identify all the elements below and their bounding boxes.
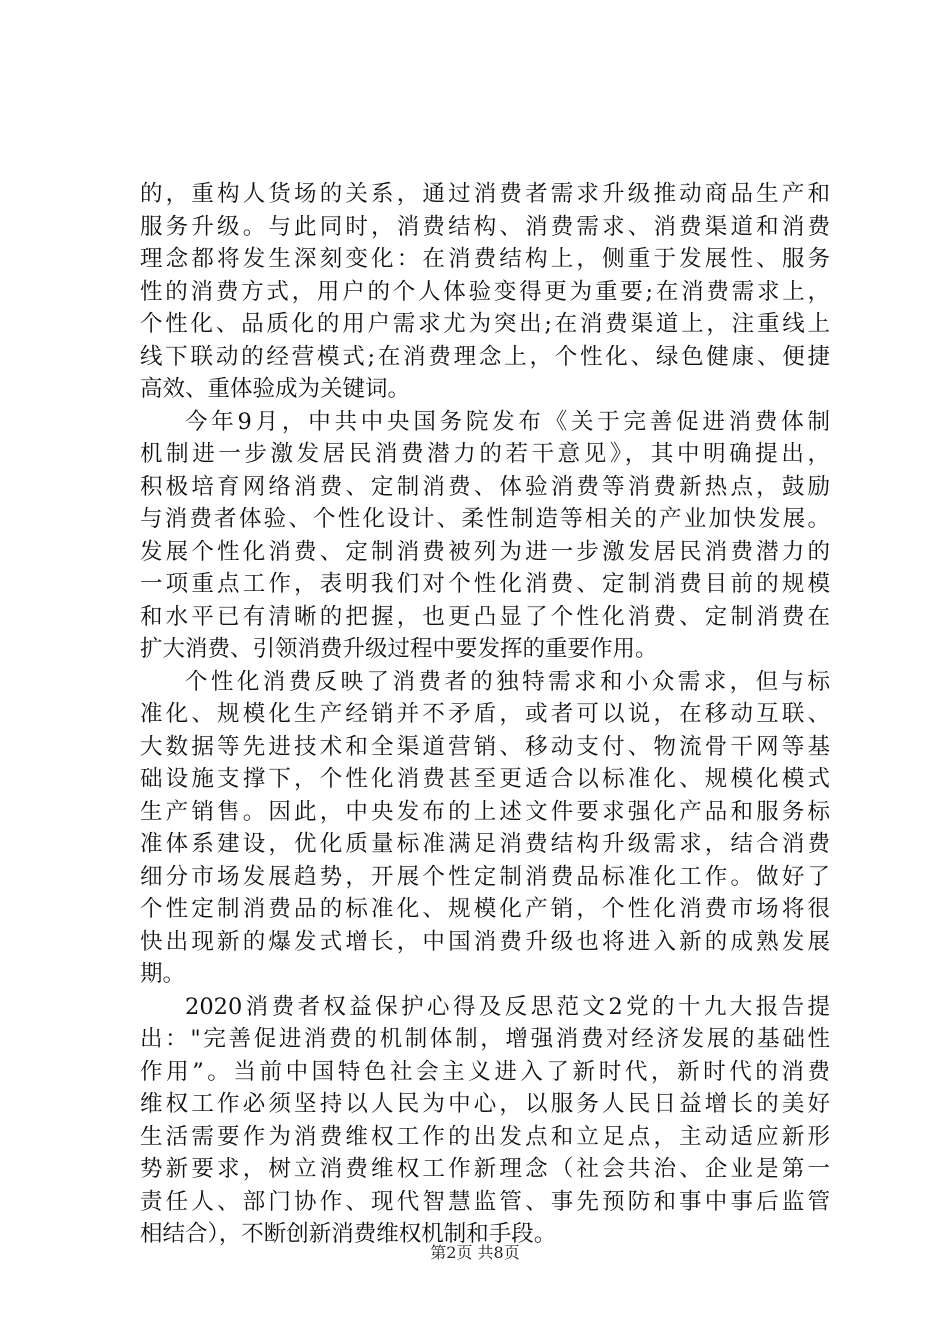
page-footer: 第2页 共8页 bbox=[430, 1243, 520, 1262]
paragraph bbox=[140, 178, 830, 406]
text-line: 期。 bbox=[140, 961, 186, 987]
text-line: 线下联动的经营模式;在消费理念上，个性化、绿色健康、便捷 bbox=[140, 343, 830, 370]
text-line: 与消费者体验、个性化设计、柔性制造等相关的产业加快发展。 bbox=[140, 506, 830, 532]
text-line: 势新要求，树立消费维权工作新理念（社会共治、企业是第一 bbox=[140, 1156, 830, 1182]
text-line: 责任人、部门协作、现代智慧监管、事先预防和事中事后监管 bbox=[140, 1188, 830, 1215]
text-line: 准化、规模化生产经销并不矛盾，或者可以说，在移动互联、 bbox=[140, 701, 830, 727]
text-line: 作用”。当前中国特色社会主义进入了新时代，新时代的消费 bbox=[140, 1058, 830, 1085]
text-line: 快出现新的爆发式增长，中国消费升级也将进入新的成熟发展 bbox=[140, 928, 830, 955]
text-line: 高效、重体验成为关键词。 bbox=[140, 376, 411, 402]
text-line: 维权工作必须坚持以人民为中心，以服务人民日益增长的美好 bbox=[140, 1091, 830, 1117]
body-text bbox=[140, 178, 830, 1251]
text-line: 础设施支撑下，个性化消费甚至更适合以标准化、规模化模式 bbox=[140, 766, 830, 792]
paragraph bbox=[140, 406, 830, 666]
text-line: 积极培育网络消费、定制消费、体验消费等消费新热点，鼓励 bbox=[140, 473, 830, 500]
text-line: 服务升级。与此同时，消费结构、消费需求、消费渠道和消费 bbox=[140, 213, 830, 240]
text-line: 一项重点工作，表明我们对个性化消费、定制消费目前的规模 bbox=[140, 571, 830, 597]
text-line: 个性定制消费品的标准化、规模化产销，个性化消费市场将很 bbox=[140, 896, 830, 922]
text-line: 机制进一步激发居民消费潜力的若干意见》，其中明确提出， bbox=[140, 441, 830, 467]
text-line: 个性化、品质化的用户需求尤为突出;在消费渠道上，注重线上 bbox=[140, 311, 830, 337]
text-line: 准体系建设，优化质量标准满足消费结构升级需求，结合消费 bbox=[140, 831, 830, 857]
text-line: 和水平已有清晰的把握，也更凸显了个性化消费、定制消费在 bbox=[140, 603, 830, 630]
text-line: 细分市场发展趋势，开展个性定制消费品标准化工作。做好了 bbox=[140, 863, 830, 890]
paragraph bbox=[140, 991, 830, 1251]
paragraph bbox=[140, 666, 830, 991]
text-line: 今年9月，中共中央国务院发布《关于完善促进消费体制 bbox=[185, 408, 830, 435]
text-line: 2020消费者权益保护心得及反思范文2党的十九大报告提 bbox=[185, 993, 830, 1020]
text-line: 个性化消费反映了消费者的独特需求和小众需求，但与标 bbox=[185, 668, 830, 695]
text-line: 出："完善促进消费的机制体制，增强消费对经济发展的基础性 bbox=[140, 1026, 830, 1052]
text-line: 发展个性化消费、定制消费被列为进一步激发居民消费潜力的 bbox=[140, 538, 830, 565]
text-line: 大数据等先进技术和全渠道营销、移动支付、物流骨干网等基 bbox=[140, 733, 830, 760]
text-line: 生活需要作为消费维权工作的出发点和立足点，主动适应新形 bbox=[140, 1123, 830, 1150]
text-line: 的，重构人货场的关系，通过消费者需求升级推动商品生产和 bbox=[140, 181, 830, 207]
text-line: 性的消费方式，用户的个人体验变得更为重要;在消费需求上， bbox=[140, 278, 830, 305]
text-line: 理念都将发生深刻变化：在消费结构上，侧重于发展性、服务 bbox=[140, 246, 830, 272]
text-line: 相结合），不断创新消费维权机制和手段。 bbox=[140, 1221, 557, 1247]
text-line: 生产销售。因此，中央发布的上述文件要求强化产品和服务标 bbox=[140, 798, 830, 825]
text-line: 扩大消费、引领消费升级过程中要发挥的重要作用。 bbox=[140, 636, 658, 662]
